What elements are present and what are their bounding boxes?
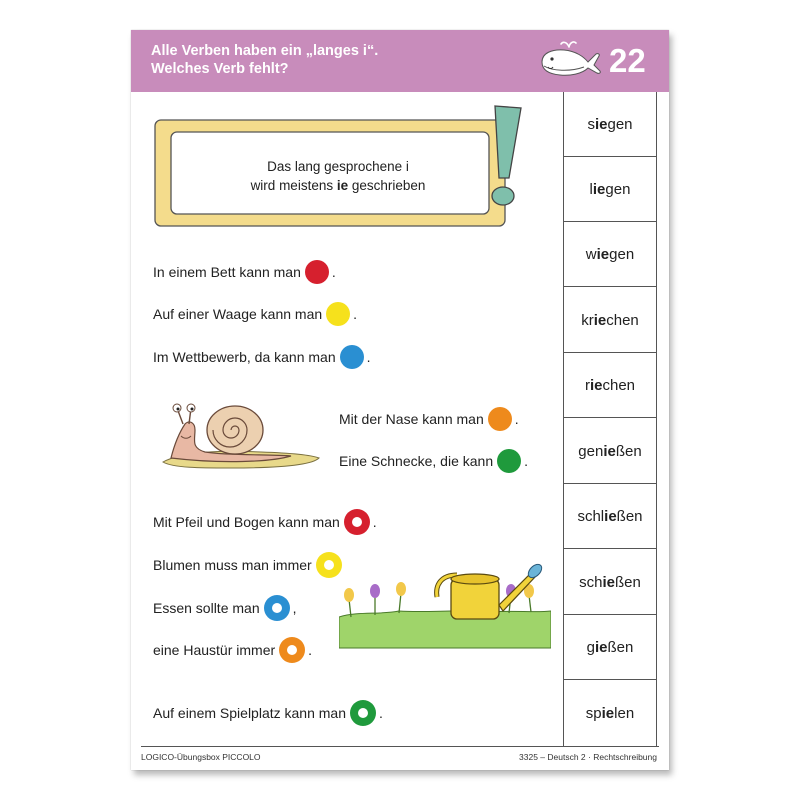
sentence-8 (153, 595, 297, 621)
exclamation-mark-icon (485, 102, 533, 212)
sentence-5 (339, 448, 528, 474)
page-number: 22 (609, 42, 646, 79)
snail-illustration (161, 400, 321, 472)
rule-line-1: Das lang gesprochene i (267, 159, 409, 174)
answer-prefix: schl (577, 507, 605, 525)
answer-suffix: chen (606, 311, 639, 329)
sentence-text: Essen sollte man (153, 600, 260, 616)
yellow-ring-marker (316, 552, 342, 578)
red-ring-marker (344, 509, 370, 535)
sentence-text: Im Wettbewerb, da kann man (153, 349, 336, 365)
answer-suffix: ßen (615, 573, 641, 591)
sentence-2 (153, 301, 357, 327)
sentence-text: Eine Schnecke, die kann (339, 453, 494, 469)
whale-icon (536, 40, 602, 80)
answer-suffix: gen (607, 115, 633, 133)
sentence-text: In einem Bett kann man (153, 264, 301, 280)
answer-cell[interactable] (564, 222, 656, 287)
answer-ie: ie (604, 507, 617, 525)
sentence-text: Auf einer Waage kann man (153, 306, 323, 322)
footer-reference: 3325 – Deutsch 2 · Rechtschreibung (519, 752, 657, 762)
footer-product: LOGICO-Übungsbox PICCOLO (141, 752, 261, 762)
yellow-marker (326, 302, 350, 326)
worksheet-card (131, 30, 669, 770)
answer-suffix: len (614, 705, 635, 722)
rule-line-2-start: wird meistens (250, 178, 337, 193)
sentence-punctuation: . (331, 264, 336, 280)
answer-ie: ie (602, 573, 615, 591)
sentence-7 (153, 552, 345, 578)
answer-prefix: r (584, 376, 590, 394)
sentence-4 (339, 406, 519, 432)
answer-cell[interactable] (564, 92, 656, 157)
sentence-6 (153, 509, 377, 535)
sentence-9 (153, 637, 312, 663)
answer-ie: ie (596, 245, 610, 263)
blue-marker (340, 345, 364, 369)
sentence-text: eine Haustür immer (153, 642, 276, 658)
answer-ie: ie (592, 180, 606, 198)
blue-ring-marker (264, 595, 290, 621)
sentence-text: Mit Pfeil und Bogen kann man (153, 514, 340, 530)
answer-prefix: sch (579, 573, 603, 591)
header-bar (131, 30, 669, 92)
answer-cell[interactable] (564, 353, 656, 418)
sentence-punctuation: . (514, 411, 519, 427)
sentence-punctuation: , (292, 600, 297, 616)
answer-suffix: gen (605, 180, 631, 198)
sentence-1 (153, 259, 336, 285)
sentence-punctuation: . (379, 705, 383, 721)
answer-suffix: ßen (616, 507, 643, 525)
rule-box (153, 110, 533, 230)
sentence-text: Blumen muss man immer (153, 557, 312, 573)
answer-prefix: kr (581, 311, 594, 329)
rule-line-2 (213, 176, 463, 195)
sentence-punctuation: . (372, 514, 377, 530)
green-ring-marker (350, 700, 376, 726)
answer-prefix: l (589, 180, 593, 198)
orange-ring-marker (279, 637, 305, 663)
answer-cell[interactable] (564, 550, 656, 615)
answer-prefix: sp (585, 705, 602, 722)
task-instruction (151, 42, 511, 78)
rule-line-2-end: geschrieben (348, 178, 426, 193)
answer-ie: ie (593, 311, 607, 329)
task-instruction-line-2: Welches Verb fehlt? (151, 61, 289, 77)
answer-ie: ie (594, 115, 608, 133)
answer-cell[interactable] (564, 615, 656, 680)
answer-ie: ie (603, 442, 616, 460)
answer-suffix: gen (609, 245, 635, 263)
sentence-text: Mit der Nase kann man (339, 411, 484, 427)
sentence-punctuation: . (524, 453, 528, 469)
answer-prefix: s (587, 115, 595, 133)
sentence-text: Auf einem Spielplatz kann man (153, 705, 346, 721)
sentence-punctuation: . (353, 306, 358, 322)
red-marker (305, 260, 329, 284)
answer-cell[interactable] (564, 157, 656, 222)
answer-suffix: ßen (607, 638, 634, 656)
answer-cell[interactable] (564, 484, 656, 549)
answer-cell[interactable] (564, 288, 656, 353)
sentence-10 (153, 700, 383, 726)
watering-can-flowers-illustration (339, 555, 551, 650)
orange-marker (488, 407, 512, 431)
answer-cell[interactable] (564, 419, 656, 484)
answer-suffix: chen (602, 376, 636, 394)
sentence-3 (153, 344, 371, 370)
answer-prefix: w (585, 245, 597, 263)
answer-column (563, 92, 657, 746)
green-marker (497, 449, 521, 473)
answer-cell[interactable] (564, 681, 656, 746)
sentence-punctuation: . (366, 349, 371, 365)
task-instruction-line-1: Alle Verben haben ein „langes i“. (151, 43, 379, 59)
answer-ie: ie (594, 638, 608, 656)
answer-ie: ie (601, 705, 615, 722)
footer-divider (141, 746, 659, 747)
answer-ie: ie (589, 376, 603, 394)
answer-prefix: g (586, 638, 595, 656)
rule-highlight-ie: ie (336, 178, 349, 193)
rule-text (213, 157, 463, 195)
answer-suffix: ßen (615, 442, 642, 460)
sentence-punctuation: . (308, 642, 313, 658)
answer-prefix: gen (578, 442, 604, 460)
